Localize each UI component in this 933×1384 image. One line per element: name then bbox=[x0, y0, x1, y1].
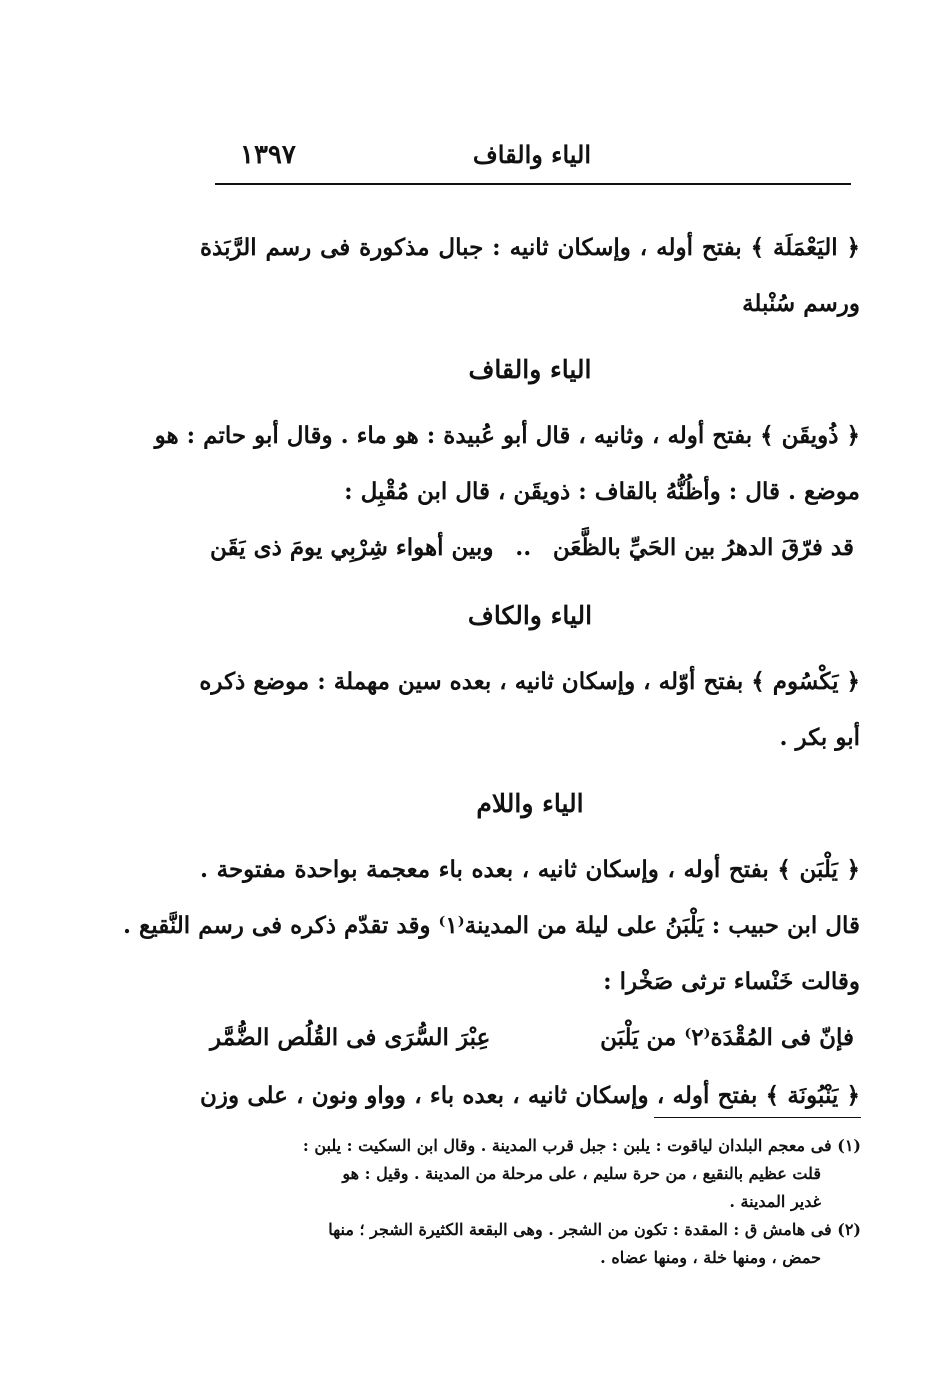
entry-dhuwayqan-line-2: موضع . قال : وأظُنُّهُ بالقاف : ذويقَن ، قال ابن مُقْبِل : bbox=[344, 478, 860, 505]
footnote-1-line-1: (١) فى معجم البلدان لياقوت : يلبن : جبل قرب المدينة . وقال ابن السكيت : يلبن : bbox=[302, 1136, 861, 1155]
footnote-2-line-2: حمض ، ومنها خلة ، ومنها عضاه . bbox=[600, 1248, 821, 1267]
verse-1-hemistich-2: وبين أهواء شِرْبِي يومَ ذى يَقَن bbox=[210, 534, 494, 561]
running-title: الياء والقاف bbox=[472, 140, 591, 169]
section-heading-lam: الياء واللام bbox=[476, 789, 584, 818]
entry-yanbuna-line-1: ﴿ يَنْبُونَة ﴾ بفتح أوله ، وإسكان ثانيه ، بعده باء ، وواو ونون ، على وزن bbox=[200, 1082, 860, 1109]
page-header bbox=[215, 140, 851, 180]
entry-yalban-line-3: وقالت خَنْساء ترثى صَخْرا : bbox=[603, 968, 860, 995]
verse-2-hemistich-1: فإنّ فى المُقْدَة⁽٢⁾ من يَلْبَن bbox=[600, 1024, 854, 1051]
verse-khansa bbox=[200, 1010, 860, 1068]
verse-1-separator: .. bbox=[515, 534, 532, 561]
verse-1-hemistich-1: قد فرّقَ الدهرُ بين الحَيِّ بالظَّعَن bbox=[552, 534, 854, 561]
footnote-rule bbox=[654, 1117, 861, 1118]
main-text bbox=[123, 220, 860, 1124]
header-rule bbox=[215, 183, 851, 185]
entry-yamala-line-1: ﴿ اليَعْمَلَة ﴾ بفتح أوله ، وإسكان ثانيه : جبال مذكورة فى رسم الرَّبَذة bbox=[200, 234, 860, 261]
footnotes bbox=[205, 1132, 861, 1272]
footnote-2-line-1: (٢) فى هامش ق : المقدة : تكون من الشجر . وهى البقعة الكثيرة الشجر ؛ منها bbox=[328, 1220, 861, 1239]
entry-yamala-line-2: ورسم سُنْبلة bbox=[742, 290, 860, 317]
entry-yaksum-line-1: ﴿ يَكْسُوم ﴾ بفتح أوّله ، وإسكان ثانيه ، بعده سين مهملة : موضع ذكره bbox=[199, 668, 860, 695]
verse-ibn-muqbil bbox=[200, 520, 860, 578]
footnote-1-line-2: قلت عظيم بالنقيع ، من حرة سليم ، على مرحلة من المدينة . وقيل : هو bbox=[342, 1164, 821, 1183]
entry-yaksum-line-2: أبو بكر . bbox=[779, 724, 860, 751]
entry-yalban-line-1: ﴿ يَلْبَن ﴾ بفتح أوله ، وإسكان ثانيه ، بعده باء معجمة بواحدة مفتوحة . bbox=[200, 856, 860, 883]
section-heading-kaf: الياء والكاف bbox=[467, 601, 593, 630]
entry-yalban-line-2: قال ابن حبيب : يَلْبَنُ على ليلة من المدينة⁽١⁾ وقد تقدّم ذكره فى رسم النَّقيع . bbox=[123, 912, 860, 939]
footnote-1-line-3: غدير المدينة . bbox=[729, 1192, 821, 1211]
page-number: ١٣٩٧ bbox=[240, 140, 296, 170]
verse-2-hemistich-2: عِبْرَ السُّرَى فى القُلُص الضُّمَّر bbox=[210, 1024, 491, 1051]
entry-dhuwayqan-line-1: ﴿ ذُويقَن ﴾ بفتح أوله ، وثانيه ، قال أبو عُبيدة : هو ماء . وقال أبو حاتم : هو bbox=[154, 422, 860, 449]
section-heading-qaf: الياء والقاف bbox=[468, 355, 592, 384]
